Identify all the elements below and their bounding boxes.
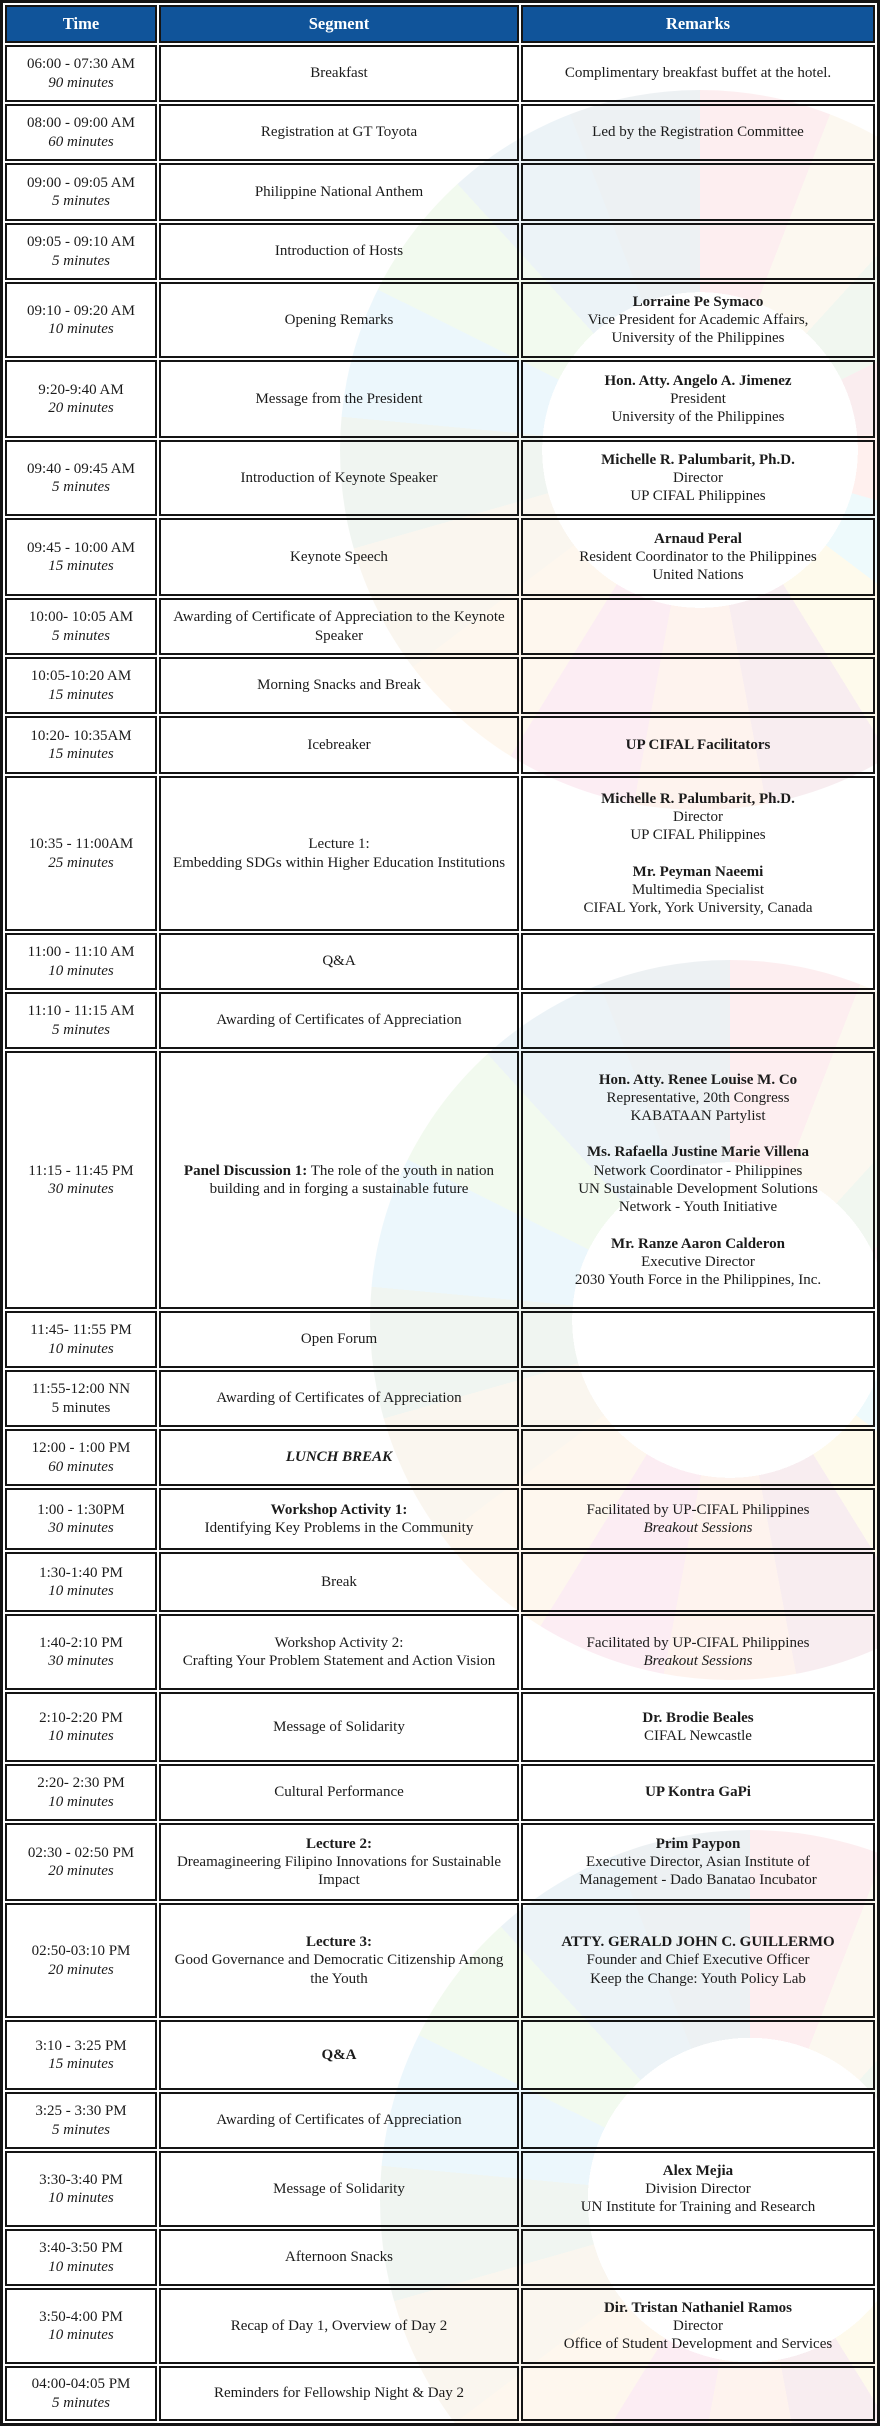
text-line: Director [673,469,723,486]
text-line: LUNCH BREAK [285,1449,393,1466]
text-line: Ms. Rafaella Justine Marie Villena [586,1144,810,1161]
segment-cell [159,45,519,102]
text-line: Introduction of Keynote Speaker [240,469,438,486]
text-line: 10 minutes [48,2327,114,2343]
segment-cell [159,933,519,990]
text-line: 2:10-2:20 PM [39,1709,123,1726]
text-line: Multimedia Specialist [631,881,765,898]
text-line: 3:50-4:00 PM [39,2308,123,2325]
text-line: Breakfast [310,65,368,82]
text-line: Icebreaker [307,736,371,753]
text-line: Morning Snacks and Break [257,677,421,694]
text-line: 5 minutes [52,2121,110,2138]
text-line: Alex Mejia [662,2162,734,2179]
text-line: 02:30 - 02:50 PM [27,1844,135,1861]
segment-cell [159,1051,519,1309]
time-cell [5,360,157,438]
text-line: 11:15 - 11:45 PM [28,1162,134,1179]
remarks-cell [521,518,875,596]
text-line: 09:05 - 09:10 AM [27,234,135,251]
segment-cell [159,776,519,931]
text-line: Prim Paypon [655,1835,741,1852]
remarks-cell [521,2092,875,2149]
text-line: 3:10 - 3:25 PM [35,2037,127,2054]
text-line: 15 minutes [48,558,114,574]
time-cell [5,1552,157,1612]
text-line: 10:35 - 11:00AM [28,836,134,853]
text-line: 20 minutes [48,400,114,416]
remarks-cell [521,776,875,931]
text-line: Reminders for Fellowship Night & Day 2 [214,2385,464,2402]
text-line: 10 minutes [48,1340,114,1357]
text-line: Registration at GT Toyota [260,124,418,141]
text-line: 5 minutes [52,2394,110,2411]
remarks-cell [521,1903,875,2018]
text-line: 11:10 - 11:15 AM [27,1003,135,1020]
text-line: Open Forum [300,1331,378,1348]
text-line: UN Institute for Training and Research [580,2199,816,2216]
text-line: Dreamagineering Filipino Innovations for Sustainable Impact [176,1853,502,1889]
text-line: Embedding SDGs within Higher Education Institutions [172,854,506,871]
time-cell [5,1823,157,1901]
text-line: UN Sustainable Development Solutions [578,1181,818,1197]
remarks-cell [521,1614,875,1690]
text-line: 12:00 - 1:00 PM [31,1440,131,1457]
remarks-cell [521,1051,875,1309]
time-cell [5,1429,157,1486]
text-line: UP CIFAL Philippines [630,488,766,505]
time-cell [5,282,157,358]
text-line: Hon. Atty. Renee Louise M. Co [598,1071,798,1088]
text-line: 1:30-1:40 PM [39,1564,123,1581]
text-line: Identifying Key Problems in the Community [204,1520,474,1536]
text-line: 11:45- 11:55 PM [30,1322,132,1339]
time-cell [5,1370,157,1427]
text-line: 11:55-12:00 NN [31,1381,131,1398]
time-cell [5,1614,157,1690]
text-line: Lecture 3: [306,1934,372,1951]
text-line: 5 minutes [52,479,110,495]
text-line: Complimentary breakfast buffet at the hotel. [564,65,832,82]
text-line: CIFAL York, York University, Canada [583,900,813,917]
remarks-cell [521,104,875,161]
text-line: 9:20-9:40 AM [38,381,124,398]
remarks-cell [521,1311,875,1368]
text-line: United Nations [652,567,744,584]
remarks-cell [521,657,875,714]
text-line: 60 minutes [48,1458,114,1475]
time-cell [5,2288,157,2364]
text-line: 20 minutes [48,1961,114,1978]
remarks-cell [521,360,875,438]
text-line: Crafting Your Problem Statement and Action Vision [182,1653,496,1669]
text-line: 10 minutes [48,1583,114,1599]
time-cell [5,223,157,280]
segment-cell [159,1614,519,1690]
text-line: UP Kontra GaPi [645,1784,751,1801]
text-line: Executive Director, Asian Institute of [586,1853,810,1870]
text-line: Opening Remarks [284,311,394,328]
remarks-cell [521,598,875,655]
text-line: Breakout Sessions [643,1653,753,1669]
segment-cell [159,2366,519,2421]
segment-cell [159,223,519,280]
remarks-cell [521,223,875,280]
text-line: 02:50-03:10 PM [31,1943,131,1960]
remarks-cell [521,2020,875,2090]
text-line: Awarding of Certificates of Appreciation [216,1012,462,1029]
text-line: Recap of Day 1, Overview of Day 2 [230,2317,448,2334]
remarks-cell [521,2288,875,2364]
text-line: 30 minutes [48,1520,114,1536]
segment-cell [159,992,519,1049]
text-line: 5 minutes [52,252,110,269]
text-line: Introduction of Hosts [274,243,404,260]
segment-cell [159,2020,519,2090]
text-line: Awarding of Certificate of Appreciation to the Keynote Speaker [173,609,505,644]
text-line: 25 minutes [48,854,114,871]
text-line: Network - Youth Initiative [618,1199,778,1216]
text-line: Facilitated by UP-CIFAL Philippines [586,1501,810,1518]
remarks-cell [521,1552,875,1612]
segment-cell [159,1488,519,1550]
text-line: Network Coordinator - Philippines [593,1162,803,1179]
text-line: Afternoon Snacks [285,2249,393,2266]
text-line: 10:00- 10:05 AM [28,609,134,626]
segment-cell [159,657,519,714]
text-line: Message of Solidarity [273,1718,405,1735]
time-cell [5,776,157,931]
segment-cell [159,1370,519,1427]
time-cell [5,2020,157,2090]
time-cell [5,657,157,714]
text-line: 09:45 - 10:00 AM [27,539,135,556]
time-cell [5,45,157,102]
time-cell [5,2151,157,2227]
time-cell [5,440,157,516]
column-header-time: Time [5,5,157,43]
remarks-cell [521,2151,875,2227]
text-line: Good Governance and Democratic Citizenship Among the Youth [174,1952,504,1987]
segment-cell [159,1429,519,1486]
segment-cell [159,518,519,596]
segment-cell [159,104,519,161]
column-header-segment: Segment [159,5,519,43]
time-cell [5,163,157,221]
time-cell [5,1692,157,1762]
time-cell [5,1903,157,2018]
text-line: Dir. Tristan Nathaniel Ramos [603,2299,793,2316]
text-line: Workshop Activity 2: [274,1634,404,1651]
text-line: Michelle R. Palumbarit, Ph.D. [601,451,795,468]
text-line: 15 minutes [48,686,114,703]
segment-cell [159,163,519,221]
time-cell [5,1764,157,1821]
text-line: Resident Coordinator to the Philippines [579,548,817,565]
text-line: 20 minutes [48,1863,114,1879]
text-line: 1:40-2:10 PM [39,1634,123,1651]
remarks-cell [521,282,875,358]
remarks-cell [521,2366,875,2421]
text-line: 04:00-04:05 PM [31,2376,131,2393]
text-line: 09:10 - 09:20 AM [27,302,135,319]
time-cell [5,2229,157,2286]
text-line: 3:40-3:50 PM [39,2240,123,2257]
text-line: 09:00 - 09:05 AM [27,174,135,191]
text-line: Keynote Speech [290,548,388,565]
text-line: 10:05-10:20 AM [30,668,132,685]
remarks-cell [521,2229,875,2286]
time-cell [5,1051,157,1309]
time-cell [5,2366,157,2421]
text-line: 60 minutes [48,133,114,150]
remarks-cell [521,1488,875,1550]
text-line: 90 minutes [48,74,114,91]
text-line: Keep the Change: Youth Policy Lab [590,1970,806,1987]
text-line: 5 minutes [52,1021,110,1038]
remarks-cell [521,1823,875,1901]
blank-line [533,845,863,863]
text-line: Q&A [321,2046,357,2063]
text-line: President [670,390,726,407]
text-line: Office of Student Development and Services [563,2336,833,2353]
text-line: 10 minutes [48,962,114,979]
text-line: ATTY. GERALD JOHN C. GUILLERMO [561,1934,835,1951]
text-line: Founder and Chief Executive Officer [586,1952,810,1969]
text-line: Lorraine Pe Symaco [632,293,764,310]
segment-cell [159,1311,519,1368]
column-header-remarks: Remarks [521,5,875,43]
text-line: 3:25 - 3:30 PM [35,2103,127,2120]
text-line: 10 minutes [48,2190,114,2206]
text-line: 08:00 - 09:00 AM [27,115,135,132]
segment-cell [159,440,519,516]
text-line: Director [673,2317,723,2334]
segment-cell [159,598,519,655]
text-line: 30 minutes [48,1181,114,1197]
text-line: Vice President for Academic Affairs, [587,311,809,328]
remarks-cell [521,163,875,221]
text-line: 5 minutes [52,627,110,644]
remarks-cell [521,45,875,102]
text-line: 11:00 - 11:10 AM [27,944,135,961]
segment-cell [159,1692,519,1762]
segment-cell [159,2151,519,2227]
text-line: Management - Dado Banatao Incubator [579,1872,817,1889]
remarks-cell [521,1370,875,1427]
text-line: Panel Discussion 1: The role of the youth in nation building and in forging a sustainable future [183,1162,495,1197]
time-cell [5,716,157,774]
remarks-cell [521,1764,875,1821]
text-line: Hon. Atty. Angelo A. Jimenez [604,372,792,389]
time-cell [5,933,157,990]
text-line: Lecture 2: [306,1835,372,1852]
text-line: University of the Philippines [611,409,785,426]
segment-cell [159,2229,519,2286]
segment-cell [159,1764,519,1821]
segment-cell [159,1552,519,1612]
text-line: 1:00 - 1:30PM [37,1501,125,1518]
text-line: 10 minutes [48,2258,114,2275]
time-cell [5,1311,157,1368]
text-line: 10 minutes [48,1793,114,1810]
text-line: Q&A [322,953,356,970]
text-line: Awarding of Certificates of Appreciation [216,1390,462,1407]
text-line: 30 minutes [48,1653,114,1669]
segment-cell [159,1823,519,1901]
segment-cell [159,282,519,358]
text-line: Lecture 1: [308,836,370,853]
text-line: CIFAL Newcastle [644,1728,752,1744]
text-line: Mr. Peyman Naeemi [632,863,764,880]
segment-cell [159,716,519,774]
time-cell [5,104,157,161]
text-line: Breakout Sessions [643,1520,753,1536]
text-line: 2:20- 2:30 PM [37,1775,125,1792]
text-line: UP CIFAL Facilitators [625,736,771,753]
segment-cell [159,2092,519,2149]
text-line: Facilitated by UP-CIFAL Philippines [586,1634,810,1651]
remarks-cell [521,716,875,774]
text-line: Message from the President [255,390,423,407]
text-line: 2030 Youth Force in the Philippines, Inc. [574,1272,822,1289]
text-line: 10 minutes [48,1728,114,1744]
time-cell [5,518,157,596]
text-line: Director [673,808,723,825]
remarks-cell [521,933,875,990]
text-line: Arnaud Peral [654,530,742,547]
text-line: 06:00 - 07:30 AM [27,56,135,73]
text-line: Workshop Activity 1: [270,1501,408,1518]
text-line: Break [321,1573,357,1590]
remarks-cell [521,1692,875,1762]
text-line: Philippine National Anthem [254,183,424,200]
text-line: Cultural Performance [274,1784,404,1801]
text-line: Division Director [645,2180,751,2197]
text-line: Executive Director [641,1253,755,1270]
time-cell [5,598,157,655]
text-line: Michelle R. Palumbarit, Ph.D. [601,790,795,807]
text-line: 09:40 - 09:45 AM [27,460,135,477]
segment-cell [159,360,519,438]
time-cell [5,1488,157,1550]
text-line: 15 minutes [48,2056,114,2072]
text-line: University of the Philippines [611,330,785,347]
text-line: Led by the Registration Committee [592,124,804,141]
text-line: 3:30-3:40 PM [39,2171,123,2188]
text-line: Awarding of Certificates of Appreciation [216,2112,462,2129]
text-line: 5 minutes [52,193,110,209]
time-cell [5,992,157,1049]
segment-cell [159,1903,519,2018]
text-line: Representative, 20th Congress [606,1089,790,1106]
remarks-cell [521,440,875,516]
text-line: 5 minutes [51,1399,111,1416]
text-line: Message of Solidarity [273,2180,405,2197]
text-line: KABATAAN Partylist [630,1108,766,1125]
remarks-cell [521,1429,875,1486]
time-cell [5,2092,157,2149]
text-line: Mr. Ranze Aaron Calderon [611,1235,785,1252]
segment-cell [159,2288,519,2364]
text-line: Dr. Brodie Beales [642,1709,754,1726]
remarks-cell [521,992,875,1049]
text-line: 10 minutes [48,321,114,337]
blank-line [533,1217,863,1235]
text-line: UP CIFAL Philippines [630,827,766,844]
text-line: 15 minutes [48,746,114,762]
text-line: 10:20- 10:35AM [30,727,132,744]
blank-line [533,1125,863,1143]
